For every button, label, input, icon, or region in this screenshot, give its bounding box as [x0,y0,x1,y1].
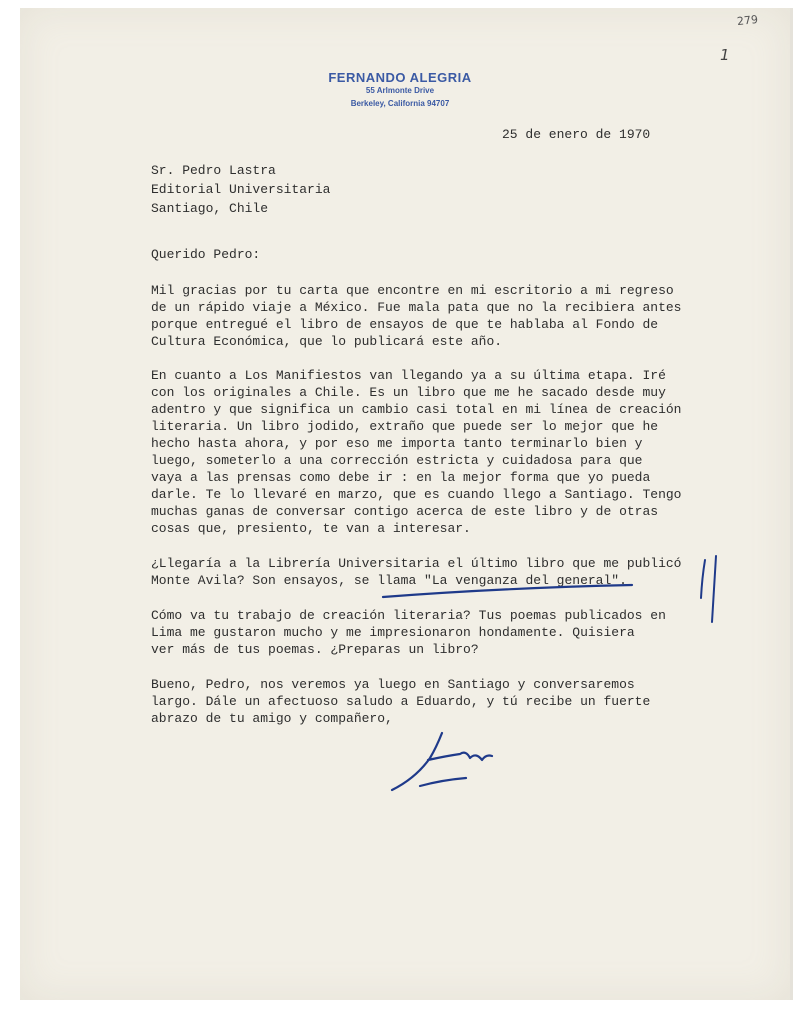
title-underline-mark [383,585,632,597]
text-line: En cuanto a Los Manifiestos van llegando ya a su última etapa. Iré [151,368,666,383]
text-line: de un rápido viaje a México. Fue mala pata que no la recibiera antes [151,300,682,315]
margin-mark-left [701,560,705,598]
text-line: abrazo de tu amigo y compañero, [151,711,393,726]
text-line: Monte Avila? Son ensayos, se llama "La venganza del general". [151,573,627,588]
letterhead-street: 55 Arlmonte Drive [365,86,435,95]
page-number: 1 [720,46,730,64]
letter-date: 25 de enero de 1970 [502,127,651,142]
text-line: hecho hasta ahora, y por eso me importa tanto terminarlo bien y [151,436,643,451]
text-line: vaya a las prensas como debe ir : en la mejor forma que yo pueda [151,470,651,485]
archive-number: 279 [736,12,759,29]
text-line: porque entregué el libro de ensayos de que te hablaba al Fondo de [151,317,659,332]
text-line: Cultura Económica, que lo publicará este año. [151,334,503,349]
text-line: ¿Llegaría a la Librería Universitaria el último libro que me publicó [151,556,682,571]
text-line: largo. Dále un afectuoso saludo a Eduardo, y tú recibe un fuerte [151,694,651,709]
margin-mark-right [712,556,716,622]
text-line: darle. Te lo llevaré en marzo, que es cuando llego a Santiago. Tengo [151,487,682,502]
text-line: con los originales a Chile. Es un libro que me he sacado desde muy [151,385,666,400]
text-line: cosas que, presiento, te van a interesar. [151,521,471,536]
recipient-line: Santiago, Chile [151,201,269,216]
signature-mark [392,733,492,790]
text-line: luego, someterlo a una corrección estricta y cuidadosa para que [151,453,643,468]
text-line: ver más de tus poemas. ¿Preparas un libro? [151,642,479,657]
text-line: muchas ganas de conversar contigo acerca de este libro y de otras [151,504,659,519]
letterhead-city: Berkeley, California 94707 [350,99,450,108]
text-line: Bueno, Pedro, nos veremos ya luego en Santiago y conversaremos [151,677,635,692]
recipient-line: Sr. Pedro Lastra [151,163,276,178]
text-line: adentro y que significa un cambio casi total en mi línea de creación [151,402,682,417]
recipient-line: Editorial Universitaria [151,182,331,197]
letterhead-name: FERNANDO ALEGRIA [328,70,472,85]
salutation: Querido Pedro: [151,247,261,262]
text-line: Cómo va tu trabajo de creación literaria? Tus poemas publicados en [151,608,666,623]
text-line: Mil gracias por tu carta que encontre en mi escritorio a mi regreso [151,283,674,298]
text-line: Lima me gustaron mucho y me impresionaron hondamente. Quisiera [151,625,635,640]
text-line: literaria. Un libro jodido, extraño que puede ser lo mejor que he [151,419,659,434]
